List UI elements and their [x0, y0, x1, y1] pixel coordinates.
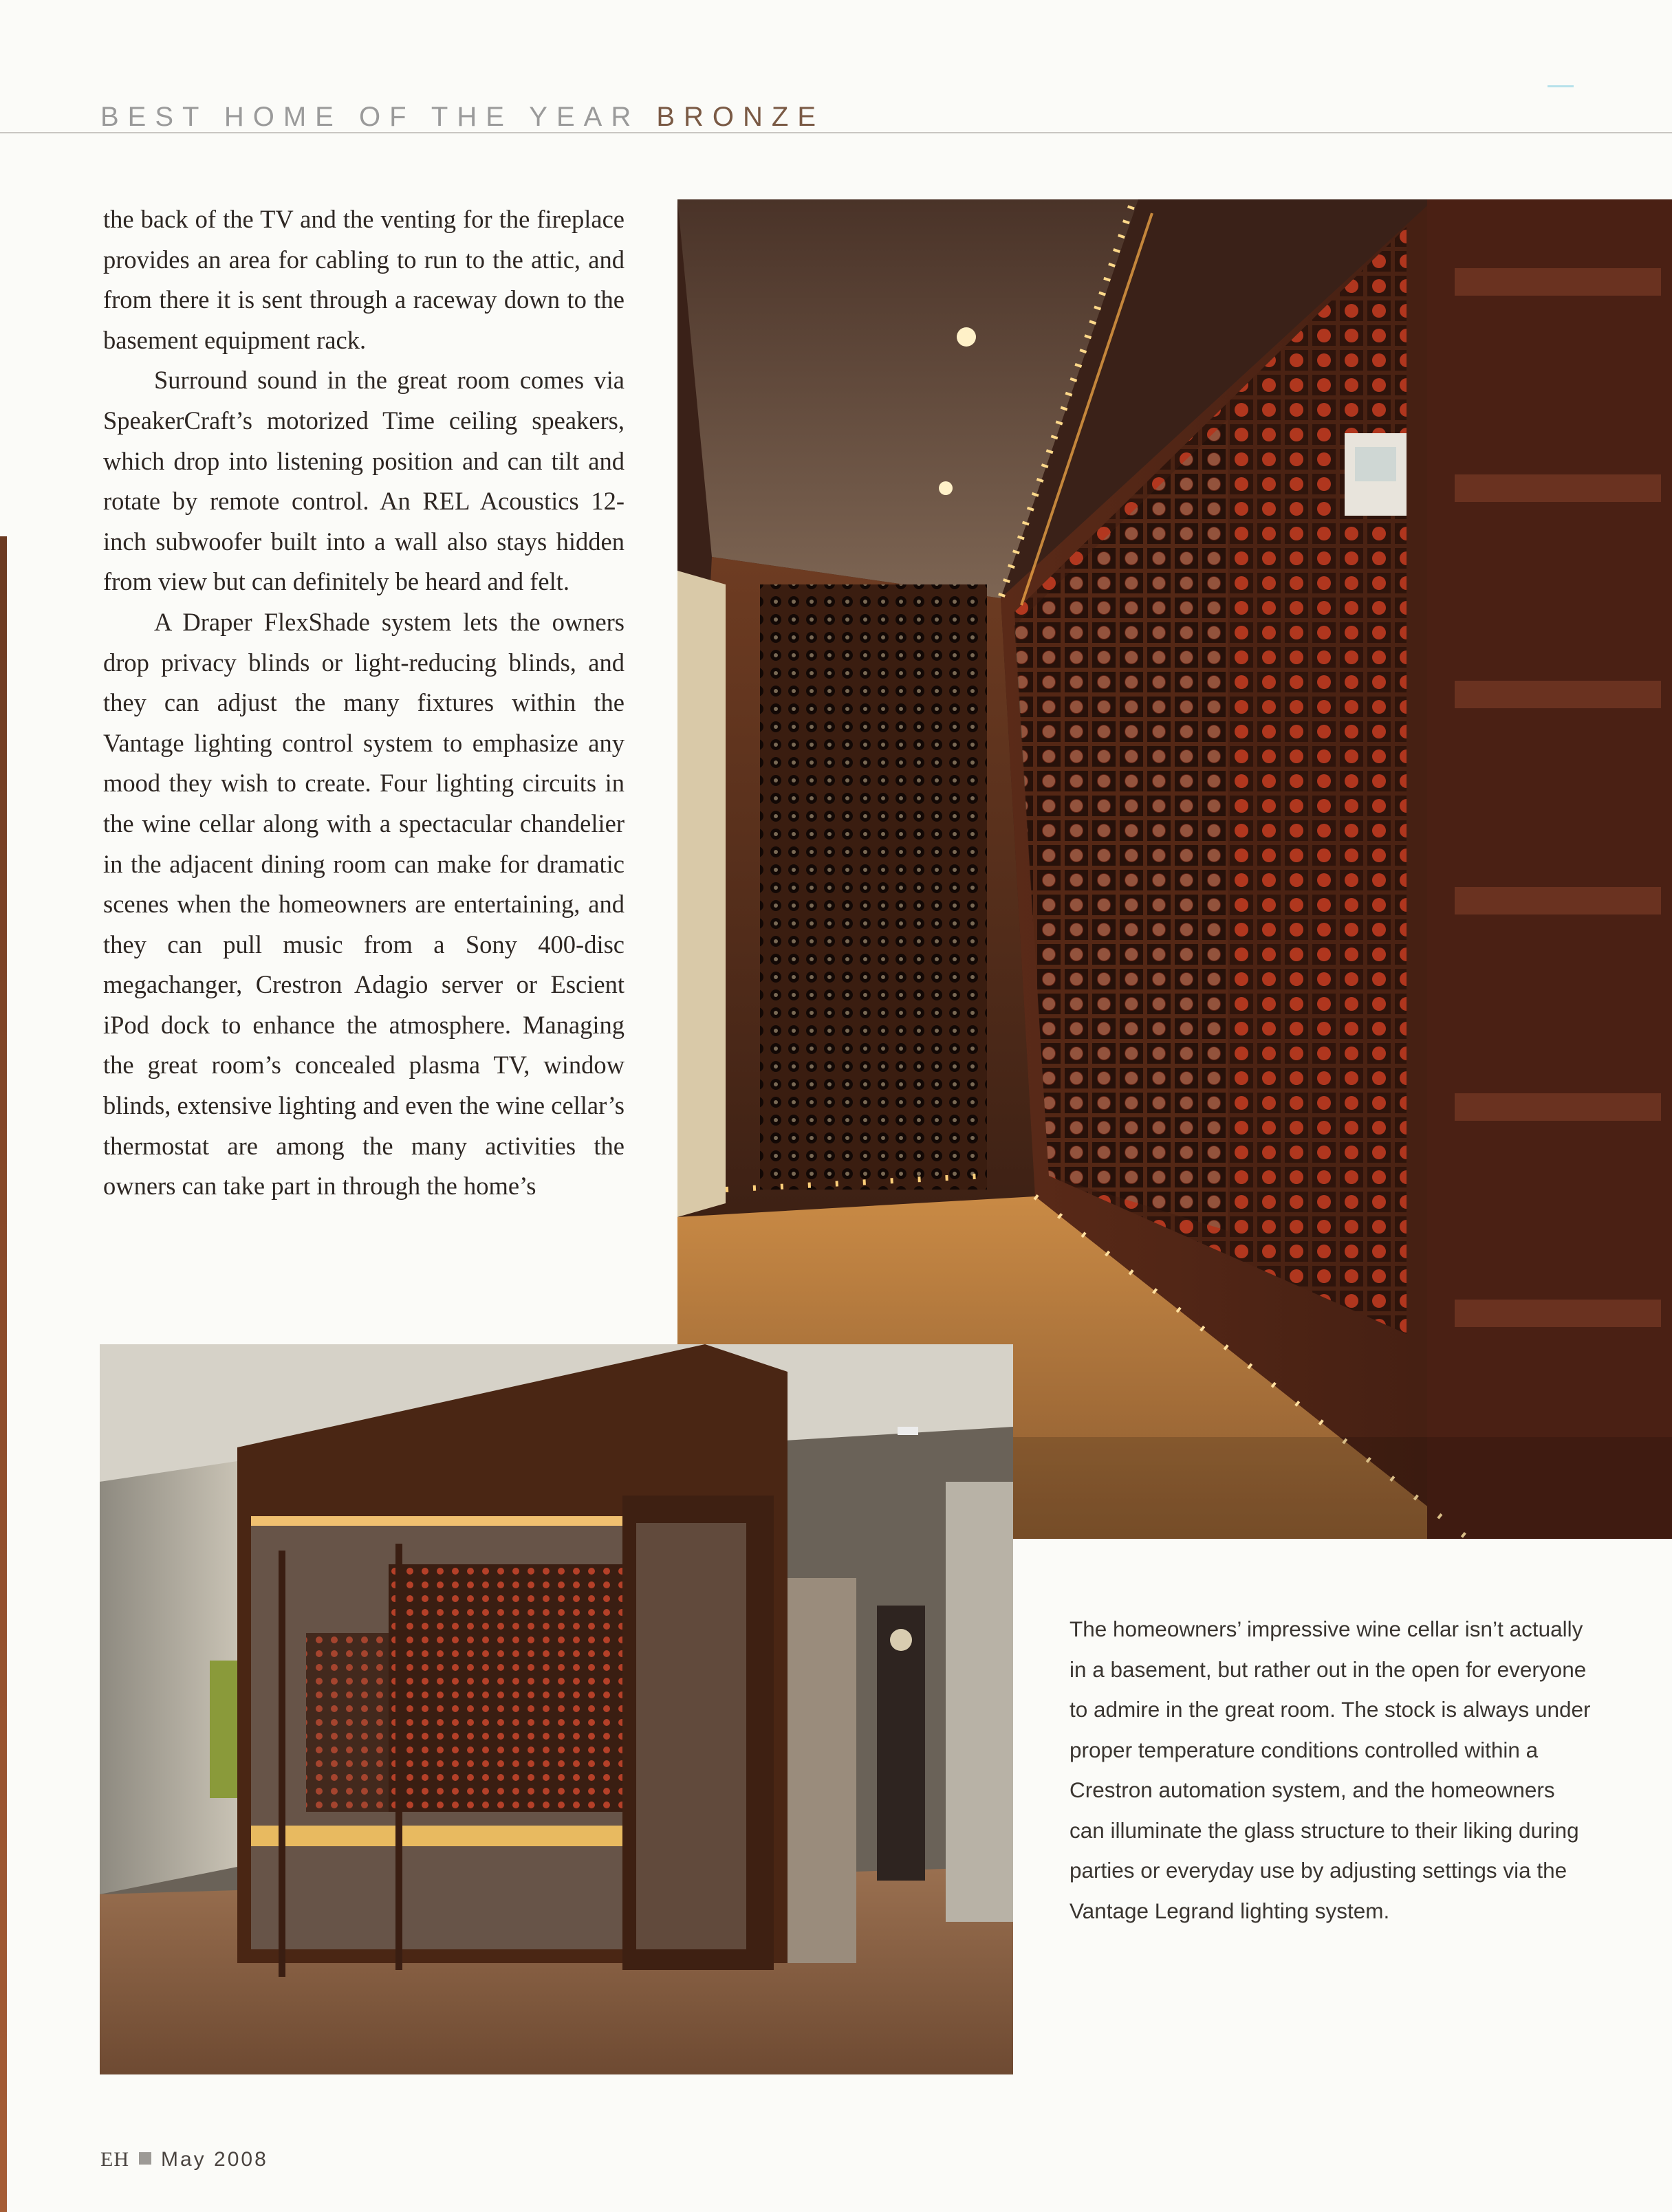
- section-header: [100, 103, 825, 131]
- article-body: [103, 199, 625, 1327]
- wine-cellar-corridor-photo: [677, 199, 1672, 1539]
- page-edge-strip: [0, 536, 7, 2212]
- header-rule: [0, 132, 1672, 133]
- page-footer: [100, 2148, 268, 2171]
- footer-issue-date: May 2008: [161, 2148, 268, 2171]
- footer-publication: EH: [100, 2148, 129, 2171]
- section-header-title: BEST HOME OF THE YEAR: [100, 102, 640, 132]
- footer-separator-icon: [139, 2152, 151, 2165]
- article-paragraph: the back of the TV and the venting for the fireplace provides an area for cabling to run to the attic, and from there it is sent through a raceway down to the basement equipment rack.: [103, 205, 625, 354]
- section-header-award: BRONZE: [656, 102, 825, 132]
- glass-wine-cellar-photo: [100, 1344, 1013, 2074]
- scan-mark: [1548, 85, 1574, 87]
- article-paragraph: A Draper FlexShade system lets the owners drop privacy blinds or light-reducing blinds, and they can adjust the many fixtures within the Vantage lighting control system to emphasize any mood they wish to create. Four lighting circuits in the wine cellar along with a spectacular chandelier in the adjacent dining room can make for dramatic scenes when the homeowners are entertaining, and they can pull music from a Sony 400-disc megachanger, Crestron Adagio server or Escient iPod dock to enhance the atmosphere. Managing the great room’s concealed plasma TV, window blinds, extensive lighting and even the wine cellar’s thermostat are among the many activities the owners can take part in through the home’s: [103, 607, 625, 1201]
- article-paragraph: Surround sound in the great room comes via SpeakerCraft’s motorized Time ceiling speakers, which drop into listening position and can tilt and rotate by remote control. An REL Acoustics 12-inch subwoofer built into a wall also stays hidden from view but can definitely be heard and felt.: [103, 366, 625, 596]
- photo-caption: The homeowners’ impressive wine cellar isn’t actually in a basement, but rather out in the open for everyone to admire in the great room. The stock is always under proper temperature conditions controlled within a Crestron automation system, and the homeowners can illuminate the glass structure to their liking during parties or everyday use by adjusting settings via the Vantage Legrand lighting system.: [1070, 1617, 1591, 1923]
